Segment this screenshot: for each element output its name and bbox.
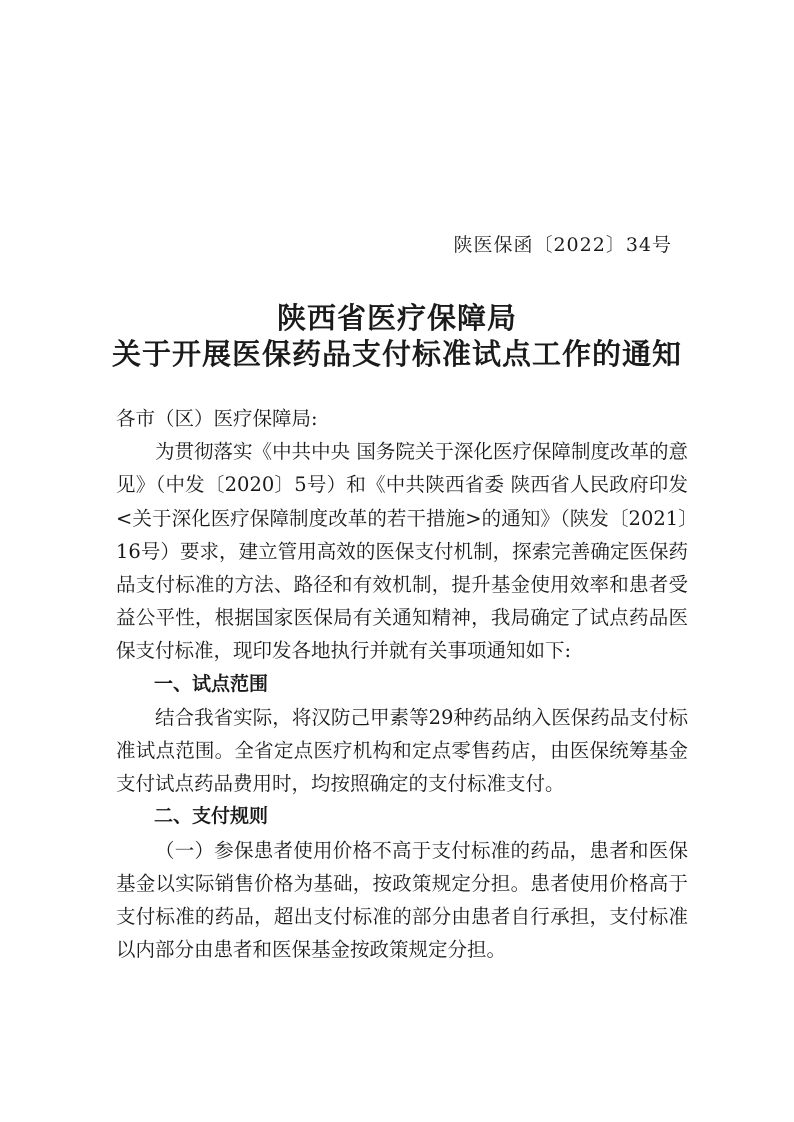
document-title <box>0 300 794 372</box>
section-text-scope: 结合我省实际，将汉防己甲素等29种药品纳入医保药品支付标准试点范围。全省定点医疗机构和定点零售药店，由医保统筹基金支付试点药品费用时，均按照确定的支付标准支付。 <box>116 705 688 796</box>
title-subject: 关于开展医保药品支付标准试点工作的通知 <box>111 337 682 371</box>
document-number: 陕医保函〔2022〕34号 <box>453 234 672 256</box>
salutation: 各市（区）医疗保障局: <box>116 407 318 430</box>
section-heading-rules: 二、支付规则 <box>154 805 269 828</box>
intro-paragraph: 为贯彻落实《中共中央 国务院关于深化医疗保障制度改革的意见》（中发〔2020〕5号）和《中共陕西省委 陕西省人民政府印发<关于深化医疗保障制度改革的若干措施>的通知》（陕发〔2021〕16号）要求，建立管用高效的医保支付机制，探索完善确定医保药品支付标准的方法、路径和有效机制，提升基金使用效率和患者受益公平性，根据国家医保局有关通知精神，我局确定了试点药品医保支付标准，现印发各地执行并就有关事项通知如下: <box>116 440 688 663</box>
section-text-rules: （一）参保患者使用价格不高于支付标准的药品，患者和医保基金以实际销售价格为基础，按政策规定分担。患者使用价格高于支付标准的药品，超出支付标准的部分由患者自行承担，支付标准以内部分由患者和医保基金按政策规定分担。 <box>116 838 688 962</box>
section-heading-scope: 一、试点范围 <box>154 672 269 695</box>
document-body <box>116 402 688 966</box>
title-issuer: 陕西省医疗保障局 <box>276 301 517 335</box>
